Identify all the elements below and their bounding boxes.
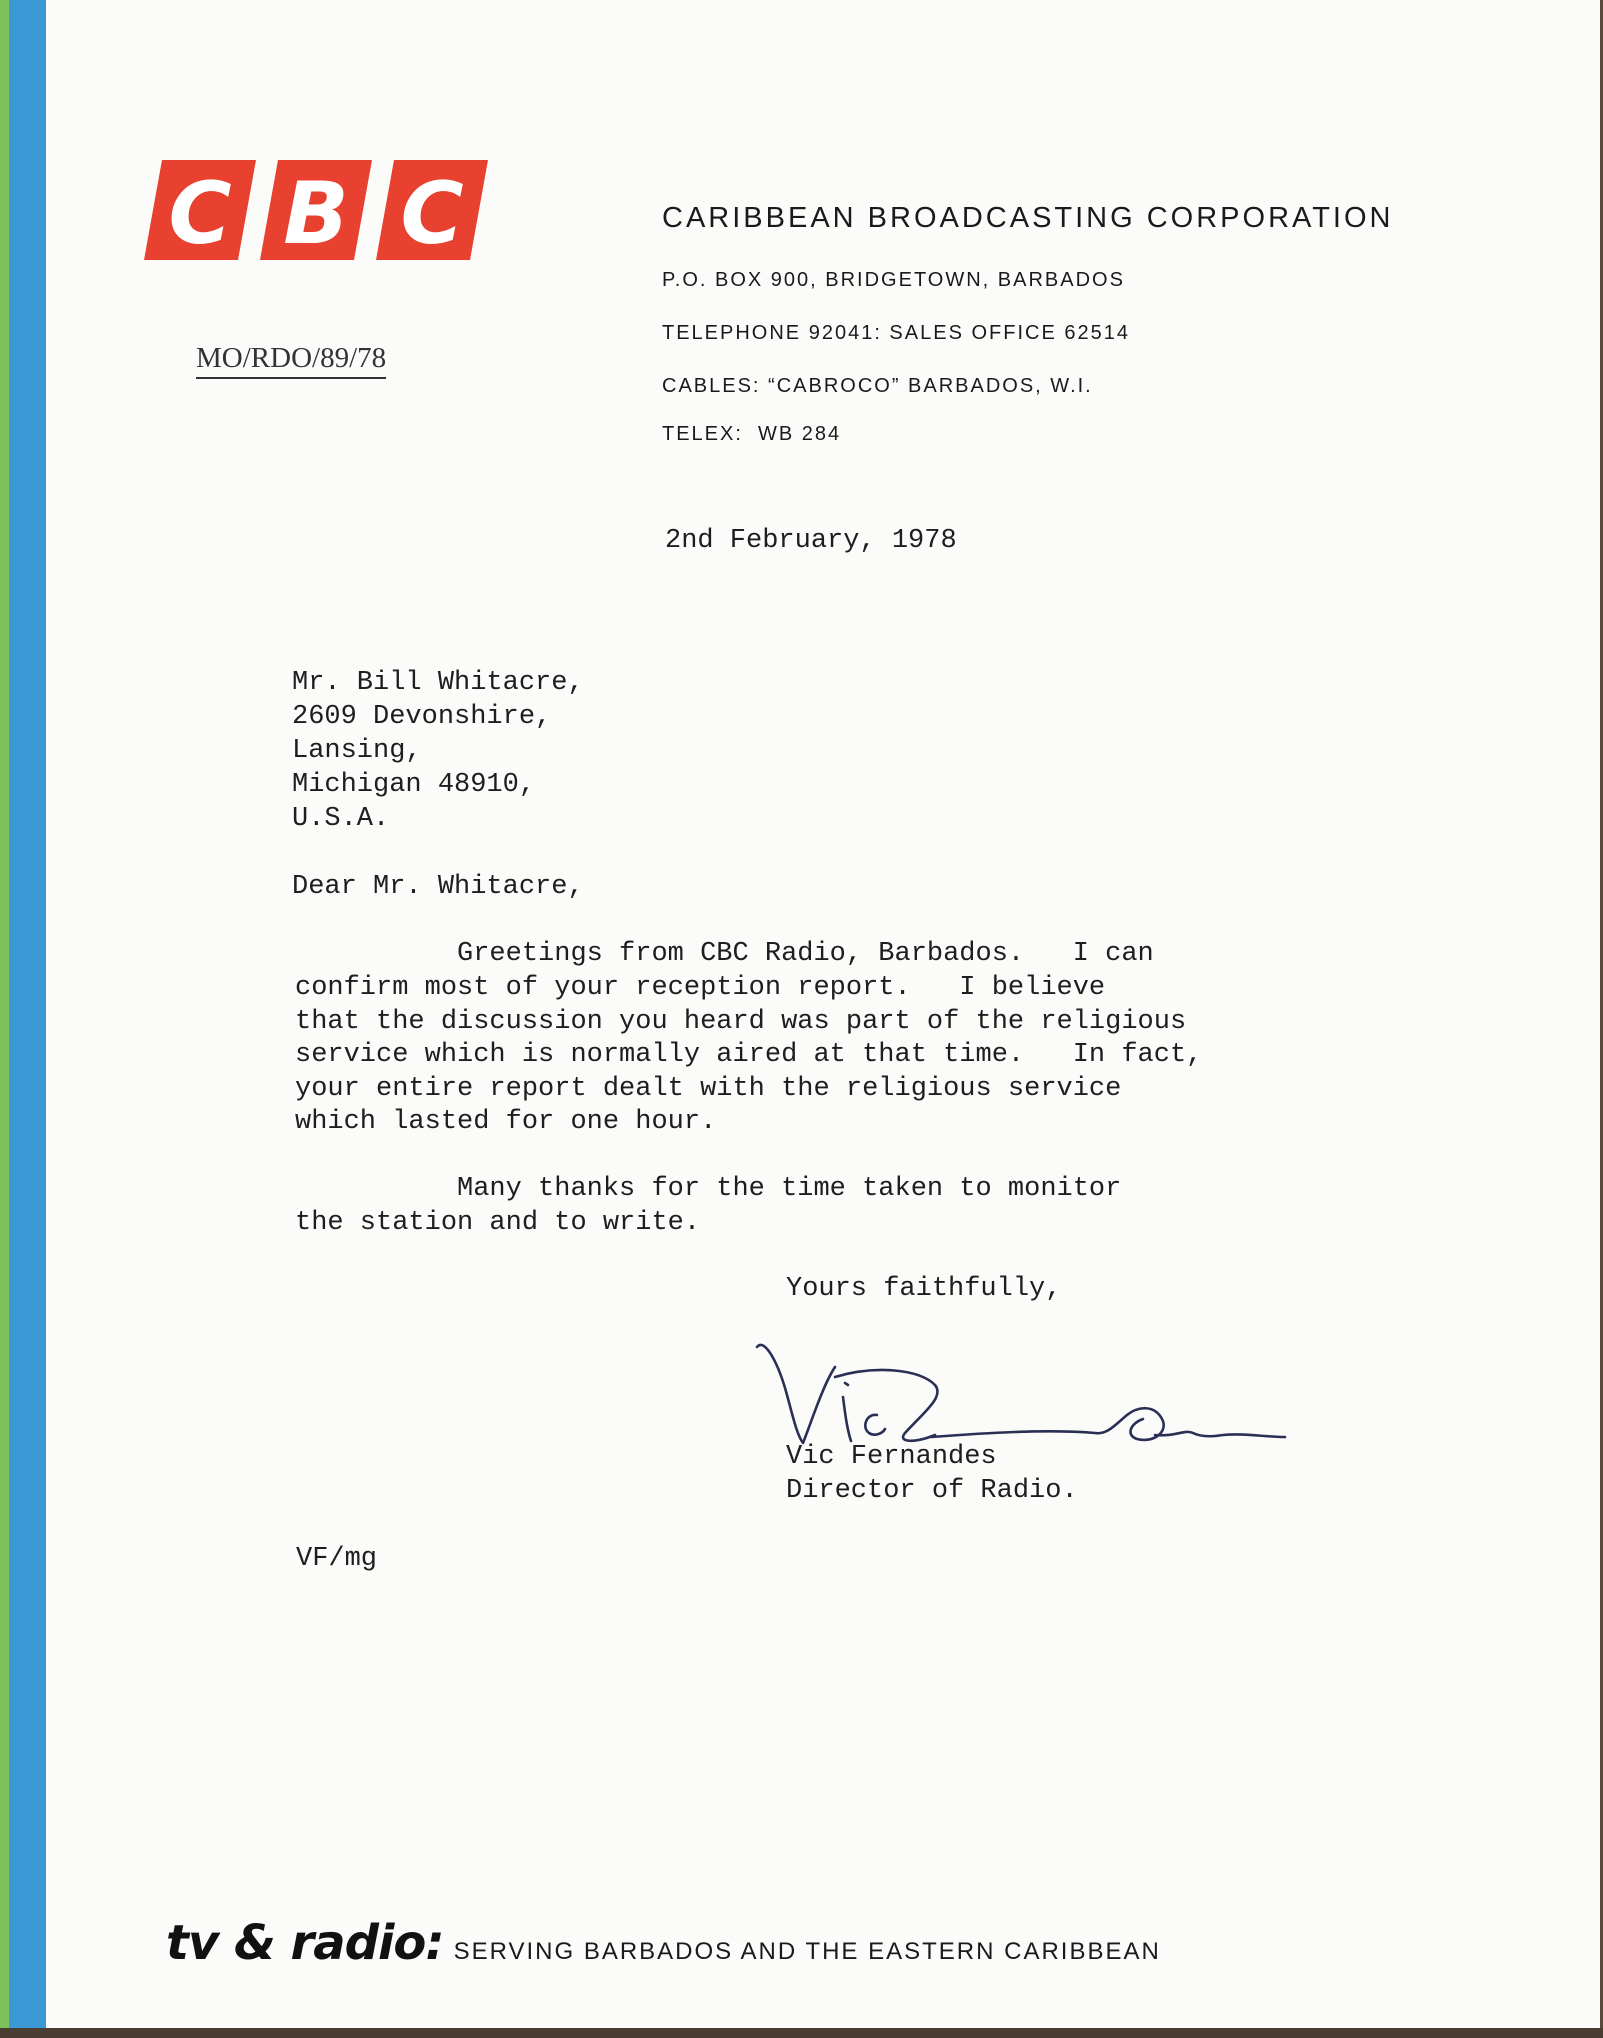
body-line: confirm most of your reception report. I believe xyxy=(295,973,1106,1003)
recipient-line: Mr. Bill Whitacre, xyxy=(292,668,584,698)
body-line: which lasted for one hour. xyxy=(295,1107,717,1137)
svg-text:B: B xyxy=(283,164,349,260)
body-line: that the discussion you heard was part of the religious xyxy=(295,1007,1187,1037)
body-line: service which is normally aired at that time. In fact, xyxy=(295,1040,1203,1070)
cables-line: CABLES: “CABROCO” BARBADOS, W.I. xyxy=(662,375,1093,397)
cbc-logo xyxy=(144,160,488,260)
recipient-line: Lansing, xyxy=(292,736,422,766)
svg-text:C: C xyxy=(168,164,232,260)
telex-line: TELEX: WB 284 xyxy=(662,423,842,445)
green-binding-edge xyxy=(0,0,9,2028)
recipient-line: 2609 Devonshire, xyxy=(292,702,552,732)
svg-text:C: C xyxy=(400,164,464,260)
signatory-name: Vic Fernandes xyxy=(786,1442,997,1472)
body-line: your entire report dealt with the religious service xyxy=(295,1074,1122,1104)
salutation: Dear Mr. Whitacre, xyxy=(292,872,584,902)
recipient-line: U.S.A. xyxy=(292,804,390,834)
signatory-title: Director of Radio. xyxy=(786,1476,1078,1506)
recipient-line: Michigan 48910, xyxy=(292,770,536,800)
footer xyxy=(166,1915,1161,1971)
letter-date: 2nd February, 1978 xyxy=(665,526,957,556)
organization-name: CARIBBEAN BROADCASTING CORPORATION xyxy=(662,202,1394,234)
body-line: Many thanks for the time taken to monitor xyxy=(295,1174,1122,1204)
body-line: Greetings from CBC Radio, Barbados. I can xyxy=(295,939,1154,969)
footer-tagline: SERVING BARBADOS AND THE EASTERN CARIBBEAN xyxy=(453,1938,1161,1965)
closing: Yours faithfully, xyxy=(786,1274,1062,1304)
typist-initials: VF/mg xyxy=(296,1544,378,1574)
footer-brand: tv & radio: xyxy=(166,1915,444,1971)
address-line: P.O. BOX 900, BRIDGETOWN, BARBADOS xyxy=(662,269,1125,291)
bottom-shadow xyxy=(0,2028,1603,2038)
body-line: the station and to write. xyxy=(295,1208,701,1238)
reference-number: MO/RDO/89/78 xyxy=(196,342,386,379)
telephone-line: TELEPHONE 92041: SALES OFFICE 62514 xyxy=(662,322,1130,344)
